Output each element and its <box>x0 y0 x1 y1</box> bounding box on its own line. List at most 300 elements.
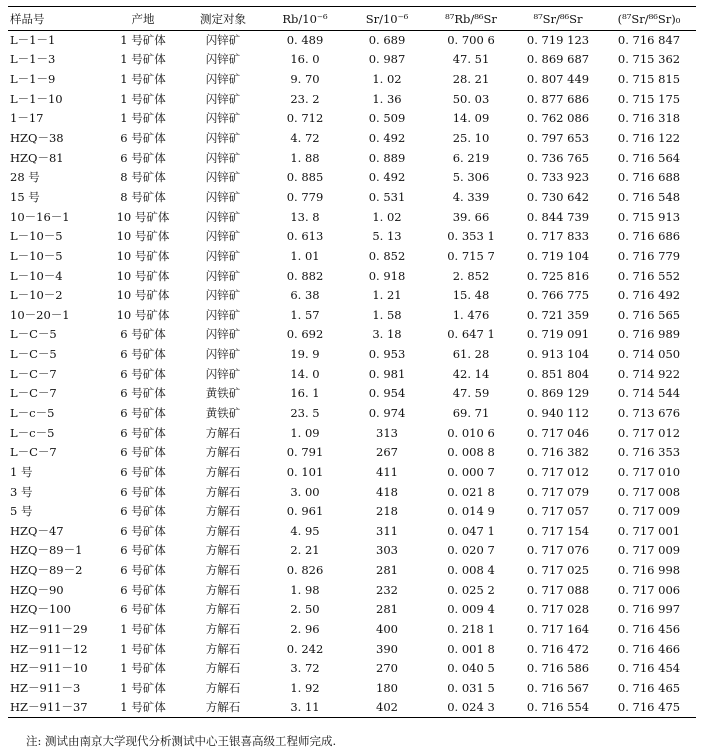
table-row <box>8 325 696 345</box>
target-cell: 闪锌矿 <box>205 288 241 303</box>
rb-cell: 0. 101 <box>286 464 324 479</box>
sr-sr-ratio-cell: 0. 717 025 <box>526 563 590 578</box>
rb-cell: 0. 826 <box>286 563 324 578</box>
rb-cell: 0. 791 <box>286 445 324 460</box>
locality-cell: 6 号矿体 <box>120 523 166 538</box>
rb-cell: 2. 96 <box>290 622 320 637</box>
table-row <box>8 168 696 188</box>
header-rb: Rb/10⁻⁶ <box>264 7 346 31</box>
sr-cell: 0. 492 <box>368 131 406 146</box>
sr-cell: 232 <box>376 582 398 597</box>
locality-cell: 6 号矿体 <box>120 405 166 420</box>
rb-cell: 0. 613 <box>286 229 324 244</box>
target-cell: 方解石 <box>205 425 241 440</box>
sample-cell: L－1－10 <box>10 91 63 106</box>
rb-cell: 2. 50 <box>290 602 320 617</box>
sample-cell: HZQ－89－1 <box>10 543 83 558</box>
initial-ratio-cell: 0. 717 009 <box>617 543 681 558</box>
sr-cell: 390 <box>376 641 398 656</box>
table-row <box>8 384 696 404</box>
target-cell: 闪锌矿 <box>205 209 241 224</box>
target-cell: 方解石 <box>205 602 241 617</box>
rb-sr-ratio-cell: 0. 715 7 <box>447 248 495 263</box>
sample-cell: L－1－1 <box>10 33 56 48</box>
rb-cell: 1. 57 <box>290 307 320 322</box>
initial-ratio-cell: 0. 716 492 <box>617 288 681 303</box>
rb-sr-ratio-cell: 0. 218 1 <box>447 622 495 637</box>
rb-cell: 23. 5 <box>290 405 320 420</box>
initial-ratio-cell: 0. 716 686 <box>617 229 681 244</box>
sr-cell: 0. 531 <box>368 189 406 204</box>
rb-sr-ratio-cell: 0. 025 2 <box>447 582 495 597</box>
sr-sr-ratio-cell: 0. 717 164 <box>526 622 590 637</box>
target-cell: 闪锌矿 <box>205 170 241 185</box>
table-row <box>8 148 696 168</box>
sr-sr-ratio-cell: 0. 716 382 <box>526 445 590 460</box>
rb-sr-ratio-cell: 0. 001 8 <box>447 641 495 656</box>
target-cell: 黄铁矿 <box>205 405 241 420</box>
table-row <box>8 247 696 267</box>
locality-cell: 6 号矿体 <box>120 327 166 342</box>
rb-sr-ratio-cell: 69. 71 <box>452 405 490 420</box>
initial-ratio-cell: 0. 717 010 <box>617 464 681 479</box>
rb-cell: 9. 70 <box>290 72 320 87</box>
rb-cell: 0. 692 <box>286 327 324 342</box>
sr-sr-ratio-cell: 0. 807 449 <box>526 72 590 87</box>
initial-ratio-cell: 0. 714 544 <box>617 386 681 401</box>
sr-cell: 267 <box>376 445 398 460</box>
initial-ratio-cell: 0. 716 565 <box>617 307 681 322</box>
rb-sr-ratio-cell: 0. 008 4 <box>447 563 495 578</box>
target-cell: 方解石 <box>182 698 264 718</box>
rb-cell: 3. 00 <box>290 484 320 499</box>
sr-cell: 418 <box>376 484 398 499</box>
locality-cell: 8 号矿体 <box>120 189 166 204</box>
initial-ratio-cell: 0. 716 564 <box>617 150 681 165</box>
sr-sr-ratio-cell: 0. 844 739 <box>526 209 590 224</box>
sample-cell: HZ－911－3 <box>10 680 81 695</box>
rb-sr-ratio-cell: 6. 219 <box>452 150 490 165</box>
locality-cell: 6 号矿体 <box>120 386 166 401</box>
table-row <box>8 600 696 620</box>
rb-sr-ratio-cell: 15. 48 <box>452 288 490 303</box>
locality-cell: 6 号矿体 <box>120 484 166 499</box>
sample-cell: 1 号 <box>10 464 33 479</box>
rb-sr-isotope-table <box>8 6 696 718</box>
sr-sr-ratio-cell: 0. 717 088 <box>526 582 590 597</box>
target-cell: 方解石 <box>205 582 241 597</box>
sr-sr-ratio-cell: 0. 733 923 <box>526 170 590 185</box>
table-row <box>8 522 696 542</box>
locality-cell: 1 号矿体 <box>120 72 166 87</box>
table-row <box>8 639 696 659</box>
sample-cell: HZ－911－10 <box>10 661 88 676</box>
sr-sr-ratio-cell: 0. 716 472 <box>526 641 590 656</box>
sr-cell: 411 <box>376 464 398 479</box>
rb-sr-ratio-cell: 0. 009 4 <box>447 602 495 617</box>
sr-sr-ratio-cell: 0. 717 028 <box>526 602 590 617</box>
table-row <box>8 305 696 325</box>
target-cell: 方解石 <box>205 622 241 637</box>
sample-cell: L－1－3 <box>10 52 56 67</box>
locality-cell: 1 号矿体 <box>120 91 166 106</box>
rb-cell: 23. 2 <box>290 91 320 106</box>
table-row <box>8 345 696 365</box>
sr-sr-ratio-cell: 0. 940 112 <box>526 405 590 420</box>
initial-ratio-cell: 0. 715 815 <box>617 72 681 87</box>
sr-cell: 0. 852 <box>368 248 406 263</box>
table-row <box>8 443 696 463</box>
locality-cell: 6 号矿体 <box>120 347 166 362</box>
locality-cell: 6 号矿体 <box>120 563 166 578</box>
rb-sr-ratio-cell: 14. 09 <box>452 111 490 126</box>
locality-cell: 10 号矿体 <box>116 268 170 283</box>
sr-cell: 3. 18 <box>372 327 402 342</box>
sr-sr-ratio-cell: 0. 725 816 <box>526 268 590 283</box>
rb-sr-ratio-cell: 0. 353 1 <box>447 229 495 244</box>
target-cell: 方解石 <box>205 504 241 519</box>
table-row <box>8 463 696 483</box>
sr-sr-ratio-cell: 0. 717 012 <box>526 464 590 479</box>
rb-sr-ratio-cell: 47. 51 <box>452 52 490 67</box>
rb-sr-ratio-cell: 5. 306 <box>452 170 490 185</box>
target-cell: 黄铁矿 <box>205 386 241 401</box>
sample-cell: L－10－5 <box>10 229 63 244</box>
rb-cell: 1. 01 <box>290 248 320 263</box>
sr-cell: 0. 889 <box>368 150 406 165</box>
rb-cell: 13. 8 <box>290 209 320 224</box>
header-target: 测定对象 <box>182 7 264 31</box>
rb-sr-ratio-cell: 61. 28 <box>452 347 490 362</box>
header-sr: Sr/10⁻⁶ <box>346 7 428 31</box>
rb-sr-ratio-cell: 1. 476 <box>452 307 490 322</box>
target-cell: 闪锌矿 <box>205 150 241 165</box>
locality-cell: 1 号矿体 <box>120 661 166 676</box>
locality-cell: 8 号矿体 <box>120 170 166 185</box>
rb-sr-ratio-cell: 0. 647 1 <box>447 327 495 342</box>
sample-cell: L－1－9 <box>10 72 56 87</box>
initial-ratio-cell: 0. 716 353 <box>617 445 681 460</box>
target-cell: 闪锌矿 <box>205 229 241 244</box>
header-rb-sr-ratio: ⁸⁷Rb/⁸⁶Sr <box>428 7 514 31</box>
sample-cell: L－C－7 <box>10 445 57 460</box>
locality-cell: 6 号矿体 <box>120 131 166 146</box>
rb-sr-ratio-cell: 0. 020 7 <box>447 543 495 558</box>
sr-sr-ratio-cell: 0. 730 642 <box>526 189 590 204</box>
rb-sr-ratio-cell: 0. 700 6 <box>447 33 495 48</box>
rb-cell: 0. 242 <box>286 641 324 656</box>
table-row <box>8 227 696 247</box>
sample-cell: L－c－5 <box>10 405 55 420</box>
sr-cell: 0. 492 <box>368 170 406 185</box>
rb-cell: 0. 885 <box>286 170 324 185</box>
rb-sr-ratio-cell: 0. 031 5 <box>447 680 495 695</box>
sr-sr-ratio-cell: 0. 716 554 <box>514 698 602 718</box>
target-cell: 闪锌矿 <box>205 131 241 146</box>
rb-sr-ratio-cell: 25. 10 <box>452 131 490 146</box>
sr-cell: 0. 987 <box>368 52 406 67</box>
initial-ratio-cell: 0. 717 001 <box>617 523 681 538</box>
rb-sr-ratio-cell: 0. 014 9 <box>447 504 495 519</box>
table-row <box>8 89 696 109</box>
sample-cell: HZQ－100 <box>10 602 71 617</box>
target-cell: 闪锌矿 <box>205 327 241 342</box>
sr-cell: 0. 953 <box>368 347 406 362</box>
rb-sr-ratio-cell: 28. 21 <box>452 72 490 87</box>
sr-sr-ratio-cell: 0. 717 833 <box>526 229 590 244</box>
sr-cell: 1. 58 <box>372 307 402 322</box>
target-cell: 闪锌矿 <box>205 347 241 362</box>
locality-cell: 6 号矿体 <box>120 602 166 617</box>
locality-cell: 6 号矿体 <box>120 582 166 597</box>
locality-cell: 10 号矿体 <box>116 288 170 303</box>
sample-cell: 5 号 <box>10 504 33 519</box>
target-cell: 闪锌矿 <box>205 307 241 322</box>
target-cell: 方解石 <box>205 543 241 558</box>
sample-cell: L－C－5 <box>10 347 57 362</box>
sr-cell: 1. 02 <box>372 72 402 87</box>
target-cell: 方解石 <box>205 484 241 499</box>
target-cell: 闪锌矿 <box>205 111 241 126</box>
sample-cell: 10－16－1 <box>10 209 70 224</box>
target-cell: 闪锌矿 <box>205 366 241 381</box>
initial-ratio-cell: 0. 716 989 <box>617 327 681 342</box>
sr-cell: 0. 981 <box>368 366 406 381</box>
initial-ratio-cell: 0. 716 122 <box>617 131 681 146</box>
target-cell: 闪锌矿 <box>205 91 241 106</box>
rb-sr-ratio-cell: 39. 66 <box>452 209 490 224</box>
rb-cell: 2. 21 <box>290 543 320 558</box>
sr-cell: 402 <box>346 698 428 718</box>
table-row <box>8 561 696 581</box>
locality-cell: 1 号矿体 <box>120 641 166 656</box>
rb-sr-ratio-cell: 0. 021 8 <box>447 484 495 499</box>
rb-sr-ratio-cell: 0. 000 7 <box>447 464 495 479</box>
sr-sr-ratio-cell: 0. 766 775 <box>526 288 590 303</box>
rb-cell: 1. 88 <box>290 150 320 165</box>
sr-cell: 0. 918 <box>368 268 406 283</box>
rb-sr-ratio-cell: 2. 852 <box>452 268 490 283</box>
locality-cell: 6 号矿体 <box>120 150 166 165</box>
sr-sr-ratio-cell: 0. 719 104 <box>526 248 590 263</box>
table-row <box>8 364 696 384</box>
locality-cell: 10 号矿体 <box>116 307 170 322</box>
sample-cell: L－C－7 <box>10 386 57 401</box>
target-cell: 方解石 <box>205 563 241 578</box>
sr-cell: 0. 509 <box>368 111 406 126</box>
target-cell: 闪锌矿 <box>205 268 241 283</box>
sample-cell: 28 号 <box>10 170 40 185</box>
rb-cell: 0. 489 <box>286 33 324 48</box>
locality-cell: 6 号矿体 <box>120 366 166 381</box>
initial-ratio-cell: 0. 716 847 <box>617 33 681 48</box>
sr-cell: 303 <box>376 543 398 558</box>
sample-cell: HZQ－89－2 <box>10 563 83 578</box>
target-cell: 方解石 <box>205 680 241 695</box>
rb-cell: 14. 0 <box>290 366 320 381</box>
sample-cell: L－10－5 <box>10 248 63 263</box>
initial-ratio-cell: 0. 717 008 <box>617 484 681 499</box>
initial-ratio-cell: 0. 715 175 <box>617 91 681 106</box>
sr-cell: 0. 974 <box>368 405 406 420</box>
sample-cell: 3 号 <box>10 484 33 499</box>
table-row <box>8 502 696 522</box>
table-row <box>8 580 696 600</box>
rb-cell: 3. 11 <box>264 698 346 718</box>
table-body <box>8 31 696 718</box>
sample-cell: L－c－5 <box>10 425 55 440</box>
target-cell: 闪锌矿 <box>205 248 241 263</box>
sample-cell: HZ－911－37 <box>8 698 104 718</box>
initial-ratio-cell: 0. 716 454 <box>617 661 681 676</box>
sr-sr-ratio-cell: 0. 736 765 <box>526 150 590 165</box>
rb-sr-ratio-cell: 0. 008 8 <box>447 445 495 460</box>
sr-sr-ratio-cell: 0. 716 567 <box>526 680 590 695</box>
locality-cell: 10 号矿体 <box>116 248 170 263</box>
table-row <box>8 70 696 90</box>
table-row <box>8 207 696 227</box>
locality-cell: 1 号矿体 <box>120 33 166 48</box>
sr-cell: 0. 954 <box>368 386 406 401</box>
header-row <box>8 7 696 31</box>
sr-cell: 5. 13 <box>372 229 402 244</box>
table-row <box>8 423 696 443</box>
locality-cell: 1 号矿体 <box>120 52 166 67</box>
sr-cell: 281 <box>376 563 398 578</box>
sr-cell: 400 <box>376 622 398 637</box>
locality-cell: 1 号矿体 <box>120 111 166 126</box>
rb-cell: 3. 72 <box>290 661 320 676</box>
sr-sr-ratio-cell: 0. 717 154 <box>526 523 590 538</box>
sample-cell: L－C－7 <box>10 366 57 381</box>
target-cell: 闪锌矿 <box>205 33 241 48</box>
rb-sr-ratio-cell: 0. 040 5 <box>447 661 495 676</box>
initial-ratio-cell: 0. 716 548 <box>617 189 681 204</box>
table-row <box>8 659 696 679</box>
target-cell: 方解石 <box>205 523 241 538</box>
rb-cell: 4. 95 <box>290 523 320 538</box>
rb-cell: 16. 0 <box>290 52 320 67</box>
table-row <box>8 679 696 699</box>
sr-cell: 1. 21 <box>372 288 402 303</box>
sample-cell: 15 号 <box>10 189 40 204</box>
rb-cell: 0. 882 <box>286 268 324 283</box>
sr-cell: 311 <box>376 523 398 538</box>
sr-sr-ratio-cell: 0. 719 091 <box>526 327 590 342</box>
sr-cell: 218 <box>376 504 398 519</box>
sample-cell: HZ－911－29 <box>10 622 88 637</box>
initial-ratio-cell: 0. 717 009 <box>617 504 681 519</box>
locality-cell: 6 号矿体 <box>120 504 166 519</box>
target-cell: 方解石 <box>205 661 241 676</box>
sr-sr-ratio-cell: 0. 717 079 <box>526 484 590 499</box>
sr-sr-ratio-cell: 0. 869 687 <box>526 52 590 67</box>
sample-cell: 1－17 <box>10 111 44 126</box>
sr-cell: 313 <box>376 425 398 440</box>
sample-cell: L－10－2 <box>10 288 63 303</box>
initial-ratio-cell: 0. 716 688 <box>617 170 681 185</box>
table-footnote: 注: 测试由南京大学现代分析测试中心王银喜高级工程师完成. <box>26 734 337 748</box>
rb-cell: 4. 72 <box>290 131 320 146</box>
sr-cell: 281 <box>376 602 398 617</box>
table-row <box>8 482 696 502</box>
rb-sr-ratio-cell: 0. 024 3 <box>428 698 514 718</box>
initial-ratio-cell: 0. 713 676 <box>617 405 681 420</box>
sr-sr-ratio-cell: 0. 716 586 <box>526 661 590 676</box>
sr-sr-ratio-cell: 0. 719 123 <box>526 33 590 48</box>
locality-cell: 6 号矿体 <box>120 464 166 479</box>
sr-sr-ratio-cell: 0. 717 076 <box>526 543 590 558</box>
header-locality: 产地 <box>104 7 182 31</box>
initial-ratio-cell: 0. 716 998 <box>617 563 681 578</box>
sr-sr-ratio-cell: 0. 913 104 <box>526 347 590 362</box>
sr-sr-ratio-cell: 0. 717 057 <box>526 504 590 519</box>
initial-ratio-cell: 0. 716 779 <box>617 248 681 263</box>
initial-ratio-cell: 0. 716 466 <box>617 641 681 656</box>
table-row <box>8 698 696 718</box>
sr-sr-ratio-cell: 0. 762 086 <box>526 111 590 126</box>
sr-sr-ratio-cell: 0. 877 686 <box>526 91 590 106</box>
sample-cell: HZQ－81 <box>10 150 64 165</box>
initial-ratio-cell: 0. 716 456 <box>617 622 681 637</box>
header-sample: 样品号 <box>8 7 104 31</box>
initial-ratio-cell: 0. 716 318 <box>617 111 681 126</box>
table-row <box>8 129 696 149</box>
locality-cell: 1 号矿体 <box>104 698 182 718</box>
sample-cell: HZQ－38 <box>10 131 64 146</box>
target-cell: 方解石 <box>205 464 241 479</box>
table-row <box>8 109 696 129</box>
rb-sr-ratio-cell: 4. 339 <box>452 189 490 204</box>
rb-cell: 19. 9 <box>290 347 320 362</box>
table-row <box>8 31 696 51</box>
sr-sr-ratio-cell: 0. 851 804 <box>526 366 590 381</box>
header-initial-sr-ratio: (⁸⁷Sr/⁸⁶Sr)₀ <box>602 7 696 31</box>
initial-ratio-cell: 0. 717 012 <box>617 425 681 440</box>
sr-cell: 270 <box>376 661 398 676</box>
rb-sr-ratio-cell: 0. 010 6 <box>447 425 495 440</box>
sample-cell: HZQ－47 <box>10 523 64 538</box>
initial-ratio-cell: 0. 717 006 <box>617 582 681 597</box>
initial-ratio-cell: 0. 716 465 <box>617 680 681 695</box>
target-cell: 方解石 <box>205 641 241 656</box>
sr-cell: 1. 02 <box>372 209 402 224</box>
rb-cell: 1. 98 <box>290 582 320 597</box>
sample-cell: HZ－911－12 <box>10 641 88 656</box>
target-cell: 闪锌矿 <box>205 72 241 87</box>
header-sr-sr-ratio: ⁸⁷Sr/⁸⁶Sr <box>514 7 602 31</box>
table-row <box>8 50 696 70</box>
initial-ratio-cell: 0. 714 050 <box>617 347 681 362</box>
rb-cell: 0. 712 <box>286 111 324 126</box>
sr-cell: 1. 36 <box>372 91 402 106</box>
sample-cell: HZQ－90 <box>10 582 64 597</box>
rb-sr-ratio-cell: 50. 03 <box>452 91 490 106</box>
rb-cell: 16. 1 <box>290 386 320 401</box>
rb-cell: 6. 38 <box>290 288 320 303</box>
table-row <box>8 620 696 640</box>
table-row <box>8 188 696 208</box>
initial-ratio-cell: 0. 715 913 <box>617 209 681 224</box>
sr-sr-ratio-cell: 0. 717 046 <box>526 425 590 440</box>
locality-cell: 10 号矿体 <box>116 229 170 244</box>
initial-ratio-cell: 0. 715 362 <box>617 52 681 67</box>
target-cell: 方解石 <box>205 445 241 460</box>
locality-cell: 1 号矿体 <box>120 622 166 637</box>
sample-cell: L－C－5 <box>10 327 57 342</box>
initial-ratio-cell: 0. 716 997 <box>617 602 681 617</box>
rb-cell: 0. 779 <box>286 189 324 204</box>
